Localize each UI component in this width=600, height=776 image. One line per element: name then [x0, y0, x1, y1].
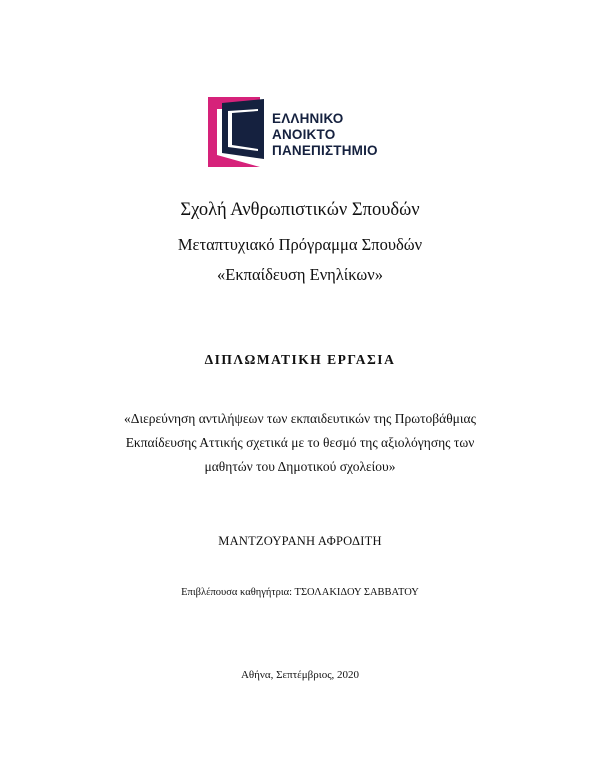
logo-line-2: ΑΝΟΙΚΤΟ: [272, 127, 336, 142]
thesis-title: [0, 407, 600, 479]
school-name: Σχολή Ανθρωπιστικών Σπουδών: [180, 200, 420, 220]
program-name: Μεταπτυχιακό Πρόγραμμα Σπουδών: [177, 235, 423, 254]
university-logo: [208, 97, 398, 167]
logo-line-3: ΠΑΝΕΠΙΣΤΗΜΙΟ: [272, 143, 378, 158]
place-date: Αθήνα, Σεπτέμβριος, 2020: [240, 669, 360, 681]
thesis-title-line: μαθητών του Δημοτικού σχολείου»: [204, 459, 396, 474]
university-logo-text: [272, 111, 378, 159]
document-type: ΔΙΠΛΩΜΑΤΙΚΗ ΕΡΓΑΣΙΑ: [204, 352, 396, 367]
program-title: «Εκπαίδευση Ενηλίκων»: [217, 265, 383, 284]
university-logo-emblem: [208, 97, 268, 167]
logo-line-1: ΕΛΛΗΝΙΚΟ: [272, 111, 344, 126]
thesis-title-line: «Διερεύνηση αντιλήψεων των εκπαιδευτικών της Πρωτοβάθμιας: [124, 411, 476, 426]
supervisor: Επιβλέπουσα καθηγήτρια: ΤΣΟΛΑΚΙΔΟΥ ΣΑΒΒΑΤΟΥ: [181, 587, 419, 598]
thesis-title-line: Εκπαίδευσης Αττικής σχετικά με το θεσμό της αξιολόγησης των: [125, 435, 475, 450]
author-name: ΜΑΝΤΖΟΥΡΑΝΗ ΑΦΡΟΔΙΤΗ: [218, 534, 382, 548]
